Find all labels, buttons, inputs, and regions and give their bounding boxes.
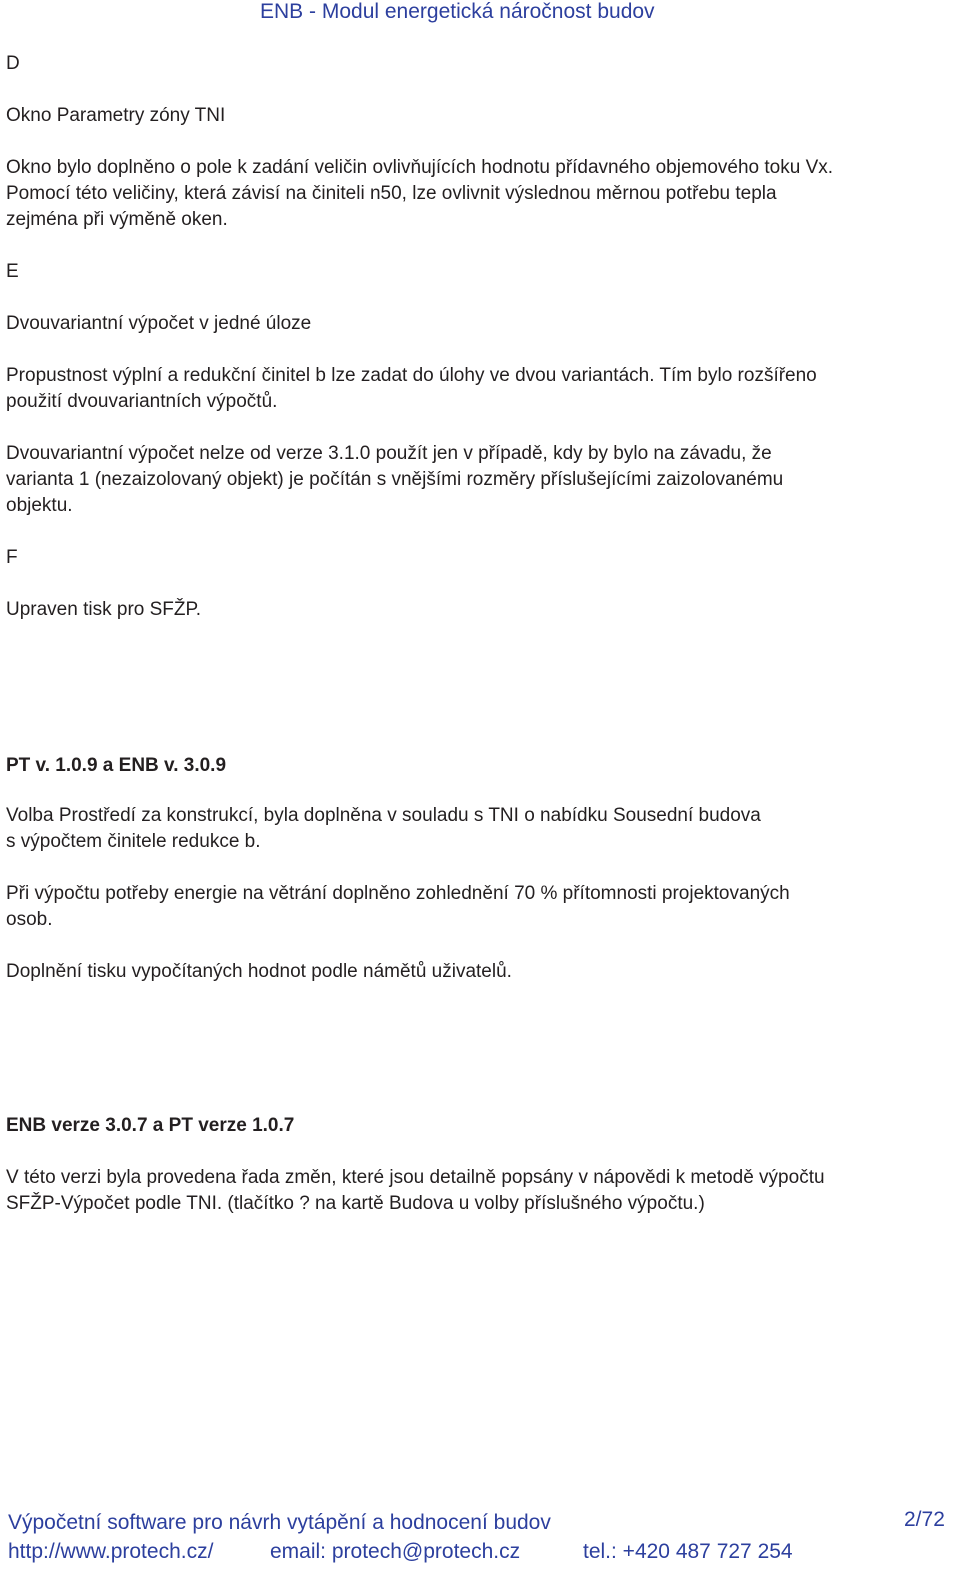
section-d-body-line: Pomocí této veličiny, která závisí na činiteli n50, lze ovlivnit výslednou měrnou potřebu tepla bbox=[6, 183, 777, 204]
section-e-letter: E bbox=[6, 261, 19, 282]
section-e-paragraph-line: použití dvouvariantních výpočtů. bbox=[6, 391, 278, 412]
footer-phone: tel.: +420 487 727 254 bbox=[583, 1540, 793, 1563]
footer-page-number: 2/72 bbox=[904, 1508, 945, 1531]
version-109-paragraph-line: Při výpočtu potřeby energie na větrání doplněno zohlednění 70 % přítomnosti projektovaných bbox=[6, 883, 790, 904]
section-e-paragraph-line: Dvouvariantní výpočet nelze od verze 3.1.0 použít jen v případě, kdy by bylo na závadu, že bbox=[6, 443, 772, 464]
footer-tagline: Výpočetní software pro návrh vytápění a hodnocení budov bbox=[8, 1511, 551, 1534]
version-109-heading: PT v. 1.0.9 a ENB v. 3.0.9 bbox=[6, 755, 227, 776]
section-f-letter: F bbox=[6, 547, 18, 568]
version-107-paragraph-line: V této verzi byla provedena řada změn, které jsou detailně popsány v nápovědi k metodě výpočtu bbox=[6, 1167, 825, 1188]
section-e-paragraph-line: Propustnost výplní a redukční činitel b lze zadat do úlohy ve dvou variantách. Tím bylo rozšířeno bbox=[6, 365, 817, 386]
section-d-body-line: Okno bylo doplněno o pole k zadání veličin ovlivňujících hodnotu přídavného objemového toku Vx. bbox=[6, 157, 834, 178]
version-107-heading: ENB verze 3.0.7 a PT verze 1.0.7 bbox=[6, 1115, 295, 1136]
footer-email-link[interactable]: email: protech@protech.cz bbox=[270, 1540, 521, 1563]
section-e-title: Dvouvariantní výpočet v jedné úloze bbox=[6, 313, 312, 334]
section-d-letter: D bbox=[6, 53, 20, 74]
section-d-title: Okno Parametry zóny TNI bbox=[6, 105, 226, 126]
version-109-paragraph-line: s výpočtem činitele redukce b. bbox=[6, 831, 261, 852]
section-e-paragraph-line: varianta 1 (nezaizolovaný objekt) je počítán s vnějšími rozměry příslušejícími zaizolovanému bbox=[6, 469, 784, 490]
section-d-body-line: zejména při výměně oken. bbox=[6, 209, 228, 230]
version-107-paragraph-line: SFŽP-Výpočet podle TNI. (tlačítko ? na kartě Budova u volby příslušného výpočtu.) bbox=[6, 1193, 705, 1214]
version-109-paragraph-line: osob. bbox=[6, 909, 53, 930]
version-109-paragraph-line: Volba Prostředí za konstrukcí, byla doplněna v souladu s TNI o nabídku Sousední budova bbox=[6, 805, 761, 826]
section-f-title: Upraven tisk pro SFŽP. bbox=[6, 599, 202, 620]
section-e-paragraph-line: objektu. bbox=[6, 495, 73, 516]
page-header-title: ENB - Modul energetická náročnost budov bbox=[260, 0, 655, 23]
footer-url-link[interactable]: http://www.protech.cz/ bbox=[8, 1540, 214, 1563]
version-109-paragraph-line: Doplnění tisku vypočítaných hodnot podle námětů uživatelů. bbox=[6, 961, 512, 982]
